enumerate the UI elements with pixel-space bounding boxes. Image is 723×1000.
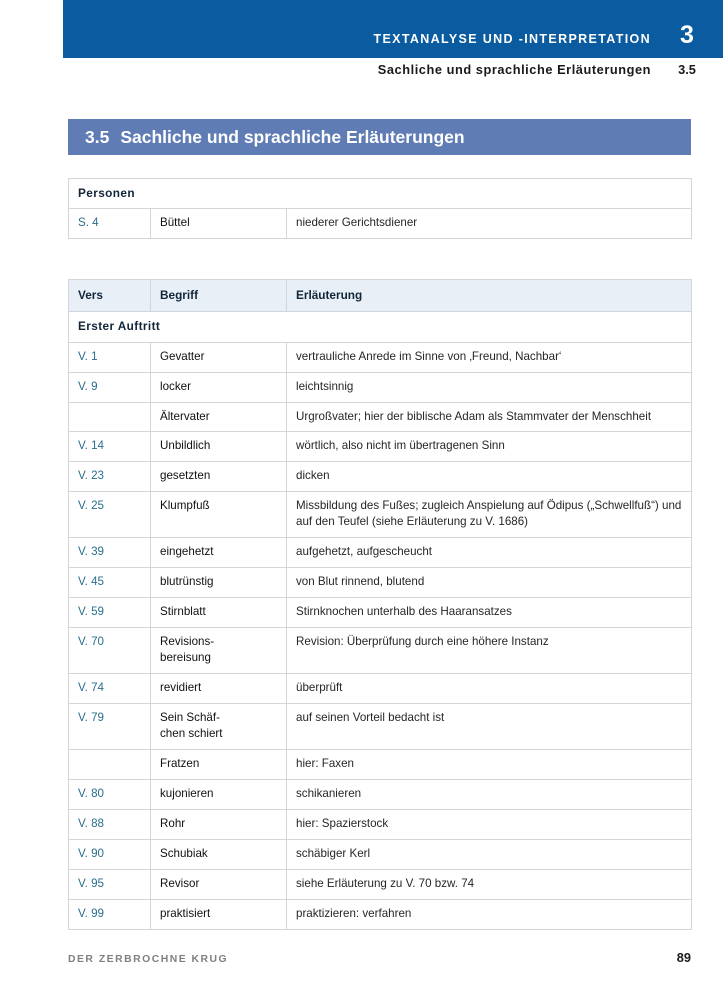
cell-erlaeuterung: niederer Gerichtsdiener: [287, 209, 692, 239]
table-row: [69, 870, 692, 900]
table-row: [69, 780, 692, 810]
cell-erlaeuterung: schäbiger Kerl: [287, 840, 692, 870]
cell-vers: V. 14: [69, 432, 151, 462]
cell-begriff: Stirnblatt: [151, 598, 287, 628]
vers-table-body: [69, 280, 692, 930]
subsection-number: 3.5: [678, 62, 696, 77]
cell-erlaeuterung: wörtlich, also nicht im übertragenen Sinn: [287, 432, 692, 462]
cell-vers: [69, 402, 151, 432]
running-head-subsection: [63, 62, 723, 86]
section-heading-band: [68, 119, 691, 155]
cell-vers: V. 9: [69, 372, 151, 402]
cell-erlaeuterung: Missbildung des Fußes; zugleich Anspielung auf Ödipus („Schwellfuß“) und auf den Teufel (siehe Erläuterung zu V. 1686): [287, 492, 692, 538]
personen-table: [68, 178, 692, 239]
table-row: [69, 840, 692, 870]
cell-begriff: Schubiak: [151, 840, 287, 870]
cell-vers: V. 95: [69, 870, 151, 900]
cell-begriff: Fratzen: [151, 750, 287, 780]
table-row: [69, 402, 692, 432]
cell-erlaeuterung: aufgehetzt, aufgescheucht: [287, 538, 692, 568]
cell-erlaeuterung: leichtsinnig: [287, 372, 692, 402]
cell-erlaeuterung: Revision: Überprüfung durch eine höhere Instanz: [287, 628, 692, 674]
cell-vers: V. 70: [69, 628, 151, 674]
column-header-erlaeuterung: Erläuterung: [287, 280, 692, 312]
cell-vers: V. 99: [69, 900, 151, 930]
cell-vers: V. 90: [69, 840, 151, 870]
table-row: [69, 568, 692, 598]
table-row: [69, 492, 692, 538]
running-head-content: [373, 23, 723, 48]
cell-vers: V. 39: [69, 538, 151, 568]
cell-begriff: eingehetzt: [151, 538, 287, 568]
chapter-number: 3: [680, 21, 694, 49]
cell-erlaeuterung: hier: Faxen: [287, 750, 692, 780]
cell-erlaeuterung: siehe Erläuterung zu V. 70 bzw. 74: [287, 870, 692, 900]
cell-erlaeuterung: hier: Spazierstock: [287, 810, 692, 840]
cell-erlaeuterung: vertrauliche Anrede im Sinne von ‚Freund, Nachbar‘: [287, 342, 692, 372]
cell-vers: V. 74: [69, 674, 151, 704]
cell-begriff: revidiert: [151, 674, 287, 704]
vers-table-header-row: [69, 280, 692, 312]
cell-vers: V. 79: [69, 704, 151, 750]
cell-vers: V. 80: [69, 780, 151, 810]
table-row: [69, 704, 692, 750]
cell-erlaeuterung: auf seinen Vorteil bedacht ist: [287, 704, 692, 750]
cell-erlaeuterung: praktizieren: verfahren: [287, 900, 692, 930]
vers-group-label: Erster Auftritt: [69, 312, 692, 342]
vers-table: [68, 279, 692, 930]
section-heading-title: Sachliche und sprachliche Erläuterungen: [120, 126, 465, 147]
running-head-bar: [63, 0, 723, 58]
personen-group-label: Personen: [69, 179, 692, 209]
footer-page-number: 89: [676, 950, 691, 965]
table-row: [69, 209, 692, 239]
cell-begriff: Revisor: [151, 870, 287, 900]
table-row: [69, 674, 692, 704]
cell-erlaeuterung: schikanieren: [287, 780, 692, 810]
cell-vers: V. 1: [69, 342, 151, 372]
cell-vers: V. 45: [69, 568, 151, 598]
cell-begriff: locker: [151, 372, 287, 402]
column-header-vers: Vers: [69, 280, 151, 312]
cell-erlaeuterung: von Blut rinnend, blutend: [287, 568, 692, 598]
table-row: [69, 432, 692, 462]
cell-begriff: Gevatter: [151, 342, 287, 372]
cell-erlaeuterung: überprüft: [287, 674, 692, 704]
table-row: [69, 810, 692, 840]
cell-begriff: praktisiert: [151, 900, 287, 930]
cell-vers: S. 4: [69, 209, 151, 239]
column-header-begriff: Begriff: [151, 280, 287, 312]
cell-begriff: Ältervater: [151, 402, 287, 432]
cell-vers: V. 88: [69, 810, 151, 840]
cell-begriff: Büttel: [151, 209, 287, 239]
table-row: [69, 342, 692, 372]
cell-begriff: Revisions- bereisung: [151, 628, 287, 674]
page-footer: [68, 950, 691, 965]
cell-begriff: Klumpfuß: [151, 492, 287, 538]
personen-group-row: [69, 179, 692, 209]
section-heading-number: 3.5: [85, 126, 110, 147]
chapter-title: TEXTANALYSE UND -INTERPRETATION: [373, 32, 651, 46]
cell-erlaeuterung: Urgroßvater; hier der biblische Adam als Stammvater der Menschheit: [287, 402, 692, 432]
cell-begriff: gesetzten: [151, 462, 287, 492]
table-row: [69, 900, 692, 930]
cell-begriff: blutrünstig: [151, 568, 287, 598]
cell-vers: V. 25: [69, 492, 151, 538]
cell-erlaeuterung: Stirnknochen unterhalb des Haaransatzes: [287, 598, 692, 628]
cell-begriff: kujonieren: [151, 780, 287, 810]
vers-group-row: [69, 312, 692, 342]
subsection-title: Sachliche und sprachliche Erläuterungen: [377, 62, 651, 77]
cell-begriff: Unbildlich: [151, 432, 287, 462]
table-row: [69, 628, 692, 674]
table-row: [69, 462, 692, 492]
table-row: [69, 538, 692, 568]
table-row: [69, 598, 692, 628]
cell-begriff: Rohr: [151, 810, 287, 840]
personen-table-body: [69, 179, 692, 239]
cell-vers: V. 23: [69, 462, 151, 492]
cell-begriff: Sein Schäf- chen schiert: [151, 704, 287, 750]
cell-vers: [69, 750, 151, 780]
table-row: [69, 750, 692, 780]
footer-work-title: DER ZERBROCHNE KRUG: [68, 954, 229, 965]
cell-erlaeuterung: dicken: [287, 462, 692, 492]
table-row: [69, 372, 692, 402]
cell-vers: V. 59: [69, 598, 151, 628]
